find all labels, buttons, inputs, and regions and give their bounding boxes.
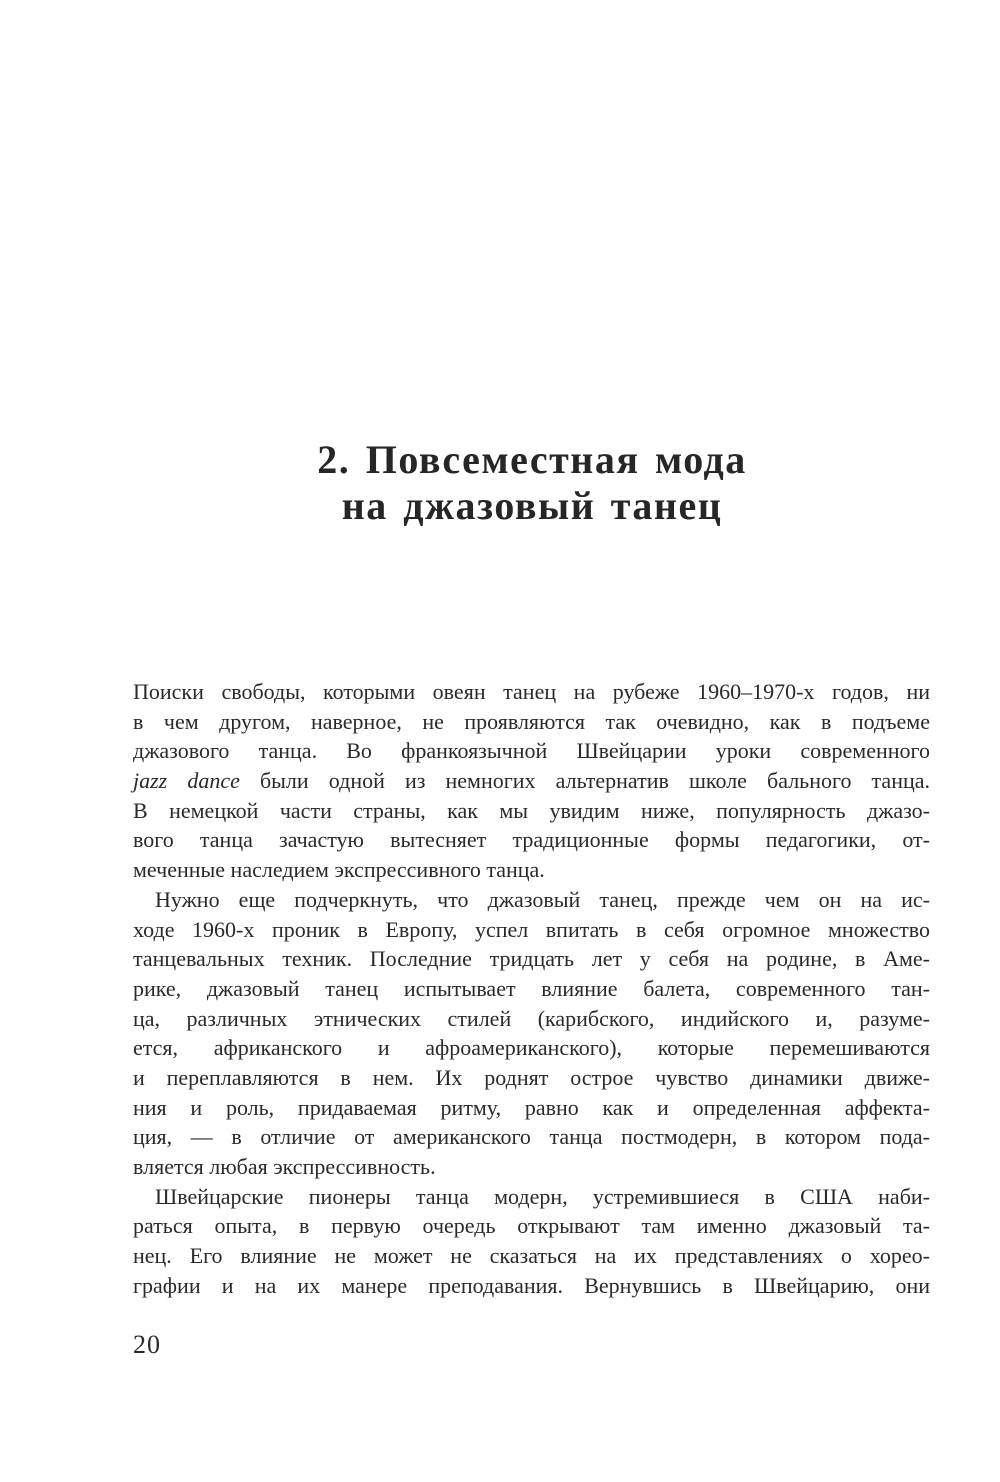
text-line: раться опыта, в первую очередь открывают там именно джазовый та- — [133, 1213, 930, 1239]
paragraph-2 — [133, 885, 930, 1182]
text-line: и переплавляются в нем. Их роднят острое чувство динамики движе- — [133, 1064, 930, 1090]
paragraph-1 — [133, 677, 930, 885]
italic-term: jazz dance — [133, 768, 240, 794]
body-text — [133, 677, 930, 1300]
text-line — [133, 766, 930, 796]
text-line: вого танца зачастую вытесняет традиционные формы педагогики, от- — [133, 827, 930, 853]
page-number: 20 — [133, 1330, 161, 1359]
chapter-title — [132, 437, 932, 529]
text-line: нец. Его влияние не может не сказаться на их представлениях о хорео- — [133, 1243, 930, 1269]
text-line: меченные наследием экспрессивного танца. — [133, 857, 545, 883]
text-line: Нужно еще подчеркнуть, что джазовый танец, прежде чем он на ис- — [155, 886, 930, 912]
text-line: вляется любая экспрессивность. — [133, 1154, 436, 1179]
text-line: джазового танца. Во франкоязычной Швейцарии уроки современного — [133, 738, 930, 764]
text-line: ца, различных этнических стилей (карибского, индийского и, разуме- — [133, 1005, 930, 1031]
text-line: В немецкой части страны, как мы увидим ниже, популярность джазо- — [133, 797, 930, 823]
text-line: ется, африканского и афроамериканского), которые перемешиваются — [133, 1035, 930, 1061]
text-line: рике, джазовый танец испытывает влияние балета, современного тан- — [133, 975, 930, 1001]
paragraph-3 — [133, 1182, 930, 1301]
chapter-title-line-1: 2. Повсеместная мода — [317, 437, 747, 482]
text-line: в чем другом, наверное, не проявляются так очевидно, как в подъеме — [133, 708, 930, 734]
text-line: Швейцарские пионеры танца модерн, устремившиеся в США наби- — [155, 1183, 930, 1209]
text-line: ния и роль, придаваемая ритму, равно как и определенная аффекта- — [133, 1094, 930, 1120]
text-line: ция, — в отличие от американского танца постмодерн, в котором пода- — [133, 1124, 930, 1150]
text-run: были одной из немногих альтернатив школе бального танца. — [239, 768, 930, 794]
chapter-title-line-2: на джазовый танец — [341, 483, 723, 528]
text-line: Поиски свободы, которыми овеян танец на рубеже 1960–1970-х годов, ни — [133, 679, 930, 704]
text-line: графии и на их манере преподавания. Вернувшись в Швейцарию, они — [133, 1272, 930, 1298]
text-line: танцевальных техник. Последние тридцать лет у себя на родине, в Аме- — [133, 946, 930, 972]
text-line: ходе 1960-х проник в Европу, успел впитать в себя огромное множество — [133, 916, 930, 942]
